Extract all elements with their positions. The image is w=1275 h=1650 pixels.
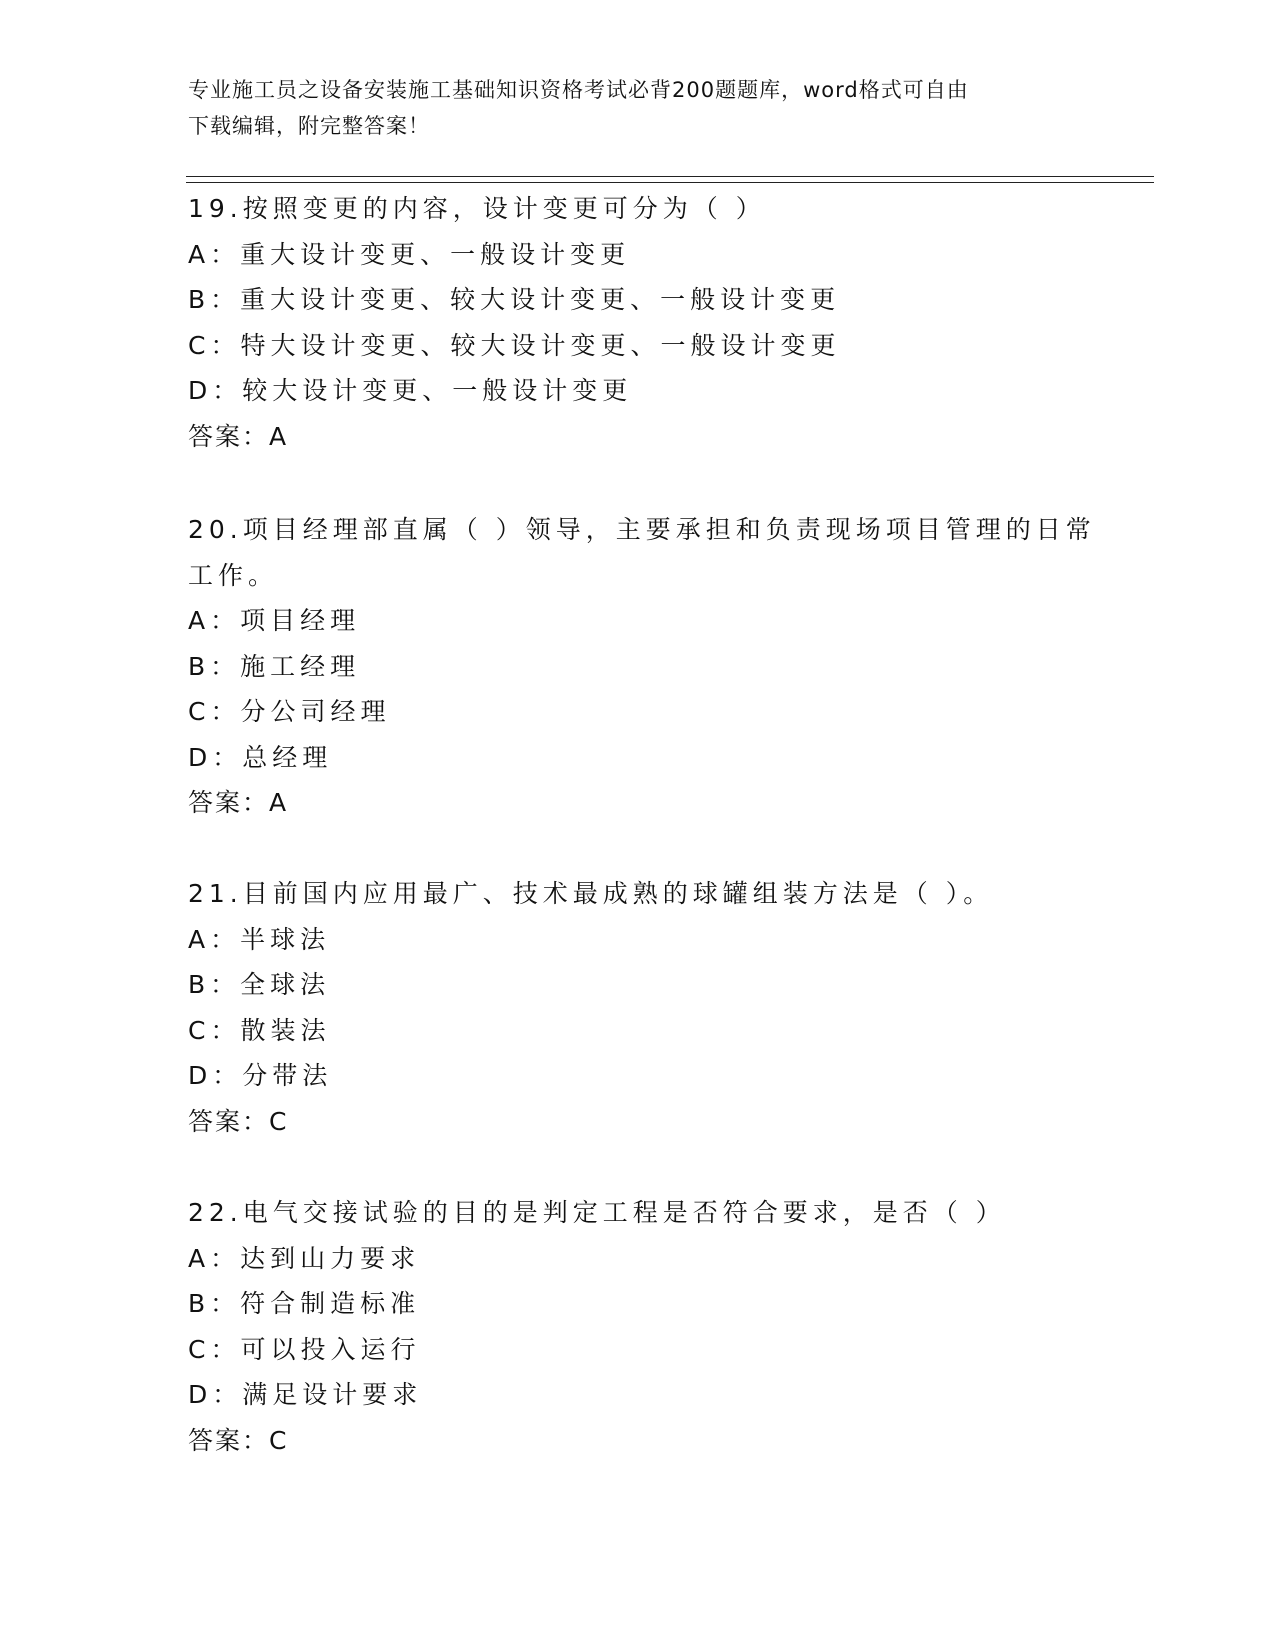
option-c: C：特大设计变更、较大设计变更、一般设计变更 [188,330,841,360]
header-line-1: 专业施工员之设备安装施工基础知识资格考试必背200题题库，word格式可自由 [188,78,969,102]
document-header [188,72,1088,144]
header-divider-top [186,176,1154,177]
answer: 答案：C [188,1425,289,1455]
answer: 答案：A [188,788,289,817]
option-d: D：满足设计要求 [188,1380,423,1409]
option-c: C：分公司经理 [188,697,391,726]
option-b: B：重大设计变更、较大设计变更、一般设计变更 [188,285,841,314]
option-d: D：较大设计变更、一般设计变更 [188,376,633,405]
option-c: C：可以投入运行 [188,1334,421,1364]
question-19 [188,186,1088,459]
option-c: C：散装法 [188,1015,331,1045]
option-b: B：施工经理 [188,651,361,681]
option-a: A：半球法 [188,924,331,954]
option-a: A：重大设计变更、一般设计变更 [188,239,631,269]
question-21 [188,871,1088,1144]
option-a: A：达到山力要求 [188,1243,421,1273]
question-stem: 19.按照变更的内容，设计变更可分为（ ） [188,194,766,223]
question-stem: 22.电气交接试验的目的是判定工程是否符合要求，是否（ ） [188,1198,1006,1227]
question-20 [188,507,1096,826]
answer: 答案：C [188,1106,289,1136]
option-b: B：全球法 [188,970,331,999]
question-stem-line-2: 工作。 [188,560,279,590]
option-a: A：项目经理 [188,606,361,635]
question-stem-line-1: 20.项目经理部直属（ ）领导，主要承担和负责现场项目管理的日常 [188,515,1096,544]
question-22 [188,1190,1088,1463]
option-b: B：符合制造标准 [188,1289,421,1318]
answer: 答案：A [188,421,289,451]
option-d: D：分带法 [188,1061,333,1090]
header-line-2: 下载编辑，附完整答案！ [188,114,430,138]
option-d: D：总经理 [188,742,333,772]
question-stem: 21.目前国内应用最广、技术最成熟的球罐组装方法是（ ）。 [188,879,994,908]
header-divider-bottom [186,182,1154,183]
